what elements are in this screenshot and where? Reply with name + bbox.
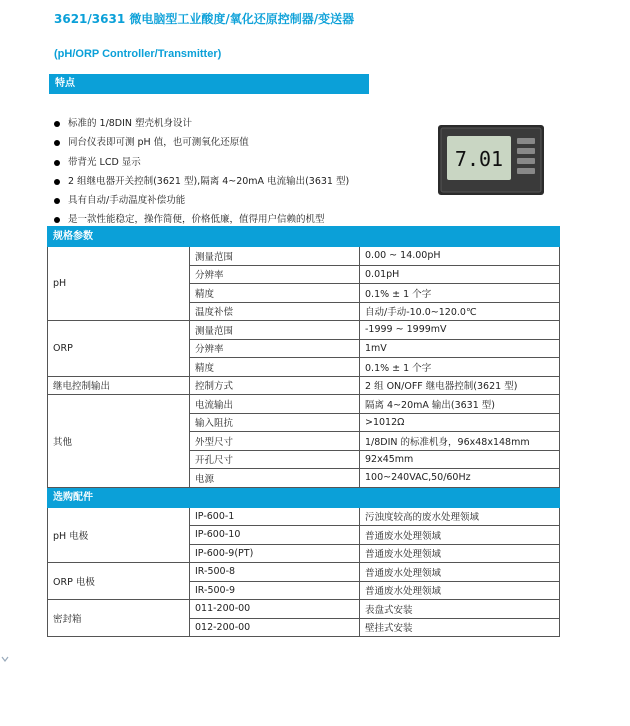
acc-model: IR-500-9 bbox=[190, 581, 360, 600]
acc-usage: 壁挂式安装 bbox=[360, 618, 560, 637]
spec-group-label: 其他 bbox=[48, 395, 190, 488]
spec-value: 0.01pH bbox=[360, 265, 560, 284]
spec-value: 1mV bbox=[360, 339, 560, 358]
spec-param: 输入阻抗 bbox=[190, 413, 360, 432]
spec-value: 0.1% ± 1 个字 bbox=[360, 358, 560, 377]
spec-param: 开孔尺寸 bbox=[190, 450, 360, 469]
feature-item: 2 组继电器开关控制(3621 型),隔离 4~20mA 电流输出(3631 型) bbox=[52, 172, 349, 191]
spec-group-label: 继电控制输出 bbox=[48, 376, 190, 395]
chevron-down-icon bbox=[0, 652, 10, 666]
page-subtitle: (pH/ORP Controller/Transmitter) bbox=[54, 48, 222, 60]
spec-param: 电源 bbox=[190, 469, 360, 488]
spec-param: 外型尺寸 bbox=[190, 432, 360, 451]
acc-model: IR-500-8 bbox=[190, 563, 360, 582]
spec-value: 0.1% ± 1 个字 bbox=[360, 284, 560, 303]
page-title: 3621/3631 微电脑型工业酸度/氧化还原控制器/变送器 bbox=[54, 12, 355, 26]
acc-model: 012-200-00 bbox=[190, 618, 360, 637]
spec-param: 分辨率 bbox=[190, 265, 360, 284]
device-button bbox=[517, 168, 535, 174]
spec-value: 92x45mm bbox=[360, 450, 560, 469]
spec-value: 100~240VAC,50/60Hz bbox=[360, 469, 560, 488]
spec-param: 测量范围 bbox=[190, 321, 360, 340]
spec-value: >1012Ω bbox=[360, 413, 560, 432]
feature-item: 同台仪表即可测 pH 值，也可测氧化还原值 bbox=[52, 133, 349, 152]
spec-value: -1999 ~ 1999mV bbox=[360, 321, 560, 340]
spec-param: 电流输出 bbox=[190, 395, 360, 414]
spec-value: 0.00 ~ 14.00pH bbox=[360, 247, 560, 266]
feature-item: 带背光 LCD 显示 bbox=[52, 153, 349, 172]
acc-usage: 普通废水处理领域 bbox=[360, 581, 560, 600]
spec-param: 精度 bbox=[190, 284, 360, 303]
spec-value: 1/8DIN 的标准机身，96x48x148mm bbox=[360, 432, 560, 451]
features-list bbox=[52, 114, 349, 230]
feature-item: 标准的 1/8DIN 塑壳机身设计 bbox=[52, 114, 349, 133]
spec-param: 精度 bbox=[190, 358, 360, 377]
acc-usage: 表盘式安装 bbox=[360, 600, 560, 619]
acc-model: IP-600-9(PT) bbox=[190, 544, 360, 563]
acc-usage: 普通废水处理领域 bbox=[360, 526, 560, 545]
acc-group-label: ORP 电极 bbox=[48, 563, 190, 600]
spec-group-label: ORP bbox=[48, 321, 190, 377]
spec-value: 自动/手动-10.0~120.0℃ bbox=[360, 302, 560, 321]
acc-model: 011-200-00 bbox=[190, 600, 360, 619]
spec-header: 规格参数 bbox=[48, 227, 560, 247]
feature-item: 具有自动/手动温度补偿功能 bbox=[52, 191, 349, 210]
acc-usage: 污浊度较高的废水处理领域 bbox=[360, 507, 560, 526]
device-display-value: 7.01 bbox=[454, 147, 504, 171]
spec-table bbox=[47, 226, 560, 637]
spec-param: 分辨率 bbox=[190, 339, 360, 358]
acc-model: IP-600-1 bbox=[190, 507, 360, 526]
spec-param: 测量范围 bbox=[190, 247, 360, 266]
device-button bbox=[517, 138, 535, 144]
features-header: 特点 bbox=[49, 74, 369, 94]
acc-usage: 普通废水处理领域 bbox=[360, 563, 560, 582]
spec-group-label: pH bbox=[48, 247, 190, 321]
spec-param: 温度补偿 bbox=[190, 302, 360, 321]
device-button bbox=[517, 158, 535, 164]
feature-item: 是一款性能稳定，操作简便，价格低廉，值得用户信赖的机型 bbox=[52, 210, 349, 229]
controller-device-image bbox=[437, 124, 545, 196]
spec-value: 2 组 ON/OFF 继电器控制(3621 型) bbox=[360, 376, 560, 395]
accessories-header: 选购配件 bbox=[48, 487, 560, 507]
acc-group-label: 密封箱 bbox=[48, 600, 190, 637]
acc-group-label: pH 电极 bbox=[48, 507, 190, 563]
spec-value: 隔离 4~20mA 输出(3631 型) bbox=[360, 395, 560, 414]
acc-model: IP-600-10 bbox=[190, 526, 360, 545]
device-button bbox=[517, 148, 535, 154]
acc-usage: 普通废水处理领域 bbox=[360, 544, 560, 563]
spec-param: 控制方式 bbox=[190, 376, 360, 395]
